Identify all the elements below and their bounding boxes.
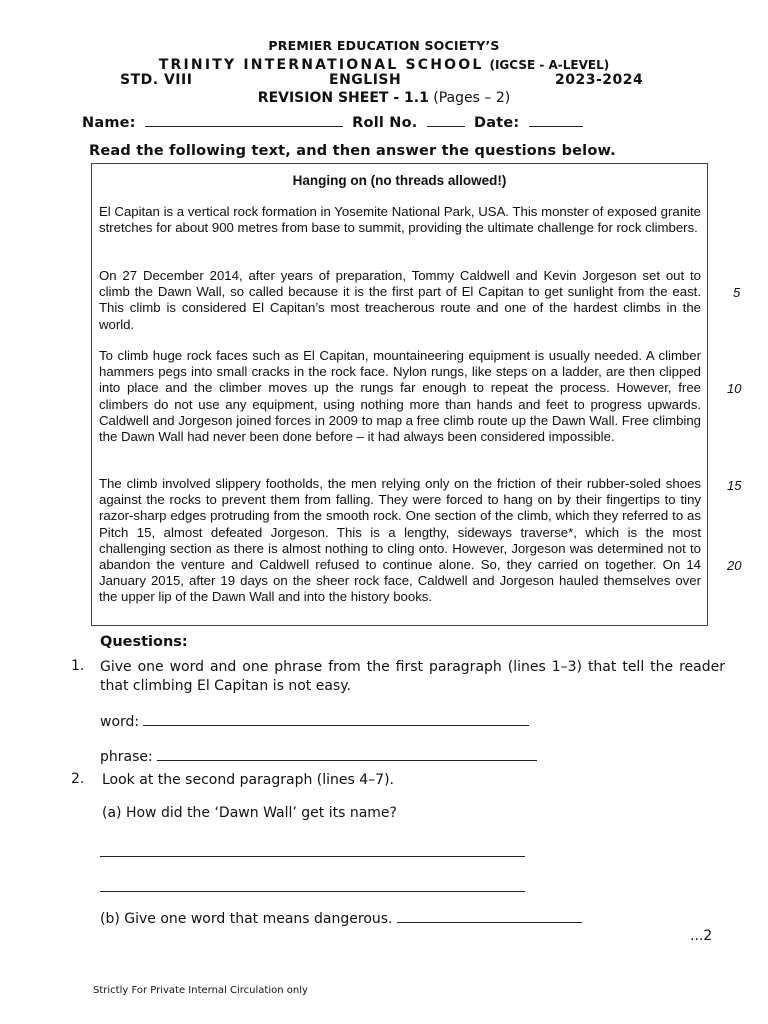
subject-label: ENGLISH xyxy=(329,72,402,88)
roll-blank[interactable] xyxy=(427,112,465,127)
question-2-number: 2. xyxy=(71,771,85,787)
passage-title: Hanging on (no threads allowed!) xyxy=(292,173,507,188)
line-number-10: 10 xyxy=(727,381,742,396)
passage-paragraph-3: To climb huge rock faces such as El Capitan, mountaineering equipment is usually needed. A climber hammers pegs into small cracks in the rock face. Nylon rungs, like steps on a ladder, are then clipped into place and the climber moves up the rungs far enough to repeat the process. However, free climbers do not use any equipment, using nothing more than hands and feet to progress upwards. Caldwell and Jorgeson joined forces in 2009 to map a free climb route up the Dawn Wall. Free climbing the Dawn Wall had never been done before – it had always been considered impossible. xyxy=(99,348,701,445)
questions-heading: Questions: xyxy=(100,634,188,650)
page-count: (Pages – 2) xyxy=(433,90,511,106)
date-label: Date: xyxy=(474,115,520,131)
line-number-15: 15 xyxy=(727,478,742,493)
continuation-marker: ...2 xyxy=(690,928,713,944)
question-2b-text: (b) Give one word that means dangerous. xyxy=(100,911,393,927)
question-2a-text: (a) How did the ‘Dawn Wall’ get its name? xyxy=(102,805,397,821)
answer-blank-2b[interactable] xyxy=(397,908,582,923)
phrase-answer-row xyxy=(100,746,537,765)
question-2-text: Look at the second paragraph (lines 4–7). xyxy=(102,772,394,788)
date-blank[interactable] xyxy=(529,112,583,127)
answer-line-2a-2[interactable] xyxy=(100,891,525,892)
revision-title xyxy=(0,90,768,108)
school-name: TRINITY INTERNATIONAL SCHOOL xyxy=(158,57,484,73)
class-subject-year-row xyxy=(0,72,768,90)
phrase-answer-blank[interactable] xyxy=(157,746,537,761)
name-blank[interactable] xyxy=(145,112,343,127)
roll-label: Roll No. xyxy=(352,115,418,131)
word-answer-row xyxy=(100,711,529,730)
society-name: PREMIER EDUCATION SOCIETY’S xyxy=(268,38,500,53)
line-number-20: 20 xyxy=(727,558,742,573)
syllabus-label: (IGCSE - A-LEVEL) xyxy=(489,58,610,72)
document-header xyxy=(0,38,768,108)
answer-line-2a-1[interactable] xyxy=(100,856,525,857)
passage-box xyxy=(91,163,708,626)
phrase-label: phrase: xyxy=(100,749,153,765)
student-info-row xyxy=(82,112,583,131)
reading-instruction: Read the following text, and then answer the questions below. xyxy=(89,143,616,159)
passage-paragraph-4: The climb involved slippery footholds, the men relying only on the friction of their rubber-soled shoes against the rocks to prevent them from falling. They were forced to hang on by their fingertips to tiny razor-sharp edges protruding from the smooth rock. One section of the climb, which they referred to as Pitch 15, almost defeated Jorgeson. This is a lengthy, sideways traverse*, which is the most challenging section as there is almost nothing to cling onto. However, Jorgeson was determined not to abandon the venture and Caldwell refused to continue alone. So, they carried on together. On 14 January 2015, after 19 days on the sheer rock face, Caldwell and Jorgeson hauled themselves over the upper lip of the Dawn Wall and into the history books. xyxy=(99,476,701,605)
revision-sheet-label: REVISION SHEET - 1.1 xyxy=(257,90,429,106)
name-label: Name: xyxy=(82,115,136,131)
school-line xyxy=(0,54,768,72)
word-label: word: xyxy=(100,714,140,730)
standard-label: STD. VIII xyxy=(120,72,193,88)
passage-paragraph-1: El Capitan is a vertical rock formation in Yosemite National Park, USA. This monster of exposed granite stretches for about 900 metres from base to summit, providing the ultimate challenge for rock climbers. xyxy=(99,204,701,236)
question-1-number: 1. xyxy=(71,658,85,674)
footer-note: Strictly For Private Internal Circulation only xyxy=(93,985,308,996)
line-number-5: 5 xyxy=(733,285,741,300)
academic-year: 2023-2024 xyxy=(555,72,644,88)
passage-paragraph-2: On 27 December 2014, after years of preparation, Tommy Caldwell and Kevin Jorgeson set out to climb the Dawn Wall, so called because it is the first part of El Capitan to get sunlight from the east. This climb is considered El Capitan’s most treacherous route and one of the hardest climbs in the world. xyxy=(99,268,701,332)
question-2b-row xyxy=(100,908,582,927)
question-1-text: Give one word and one phrase from the first paragraph (lines 1–3) that tell the reader that climbing El Capitan is not easy. xyxy=(100,659,725,694)
word-answer-blank[interactable] xyxy=(143,711,529,726)
